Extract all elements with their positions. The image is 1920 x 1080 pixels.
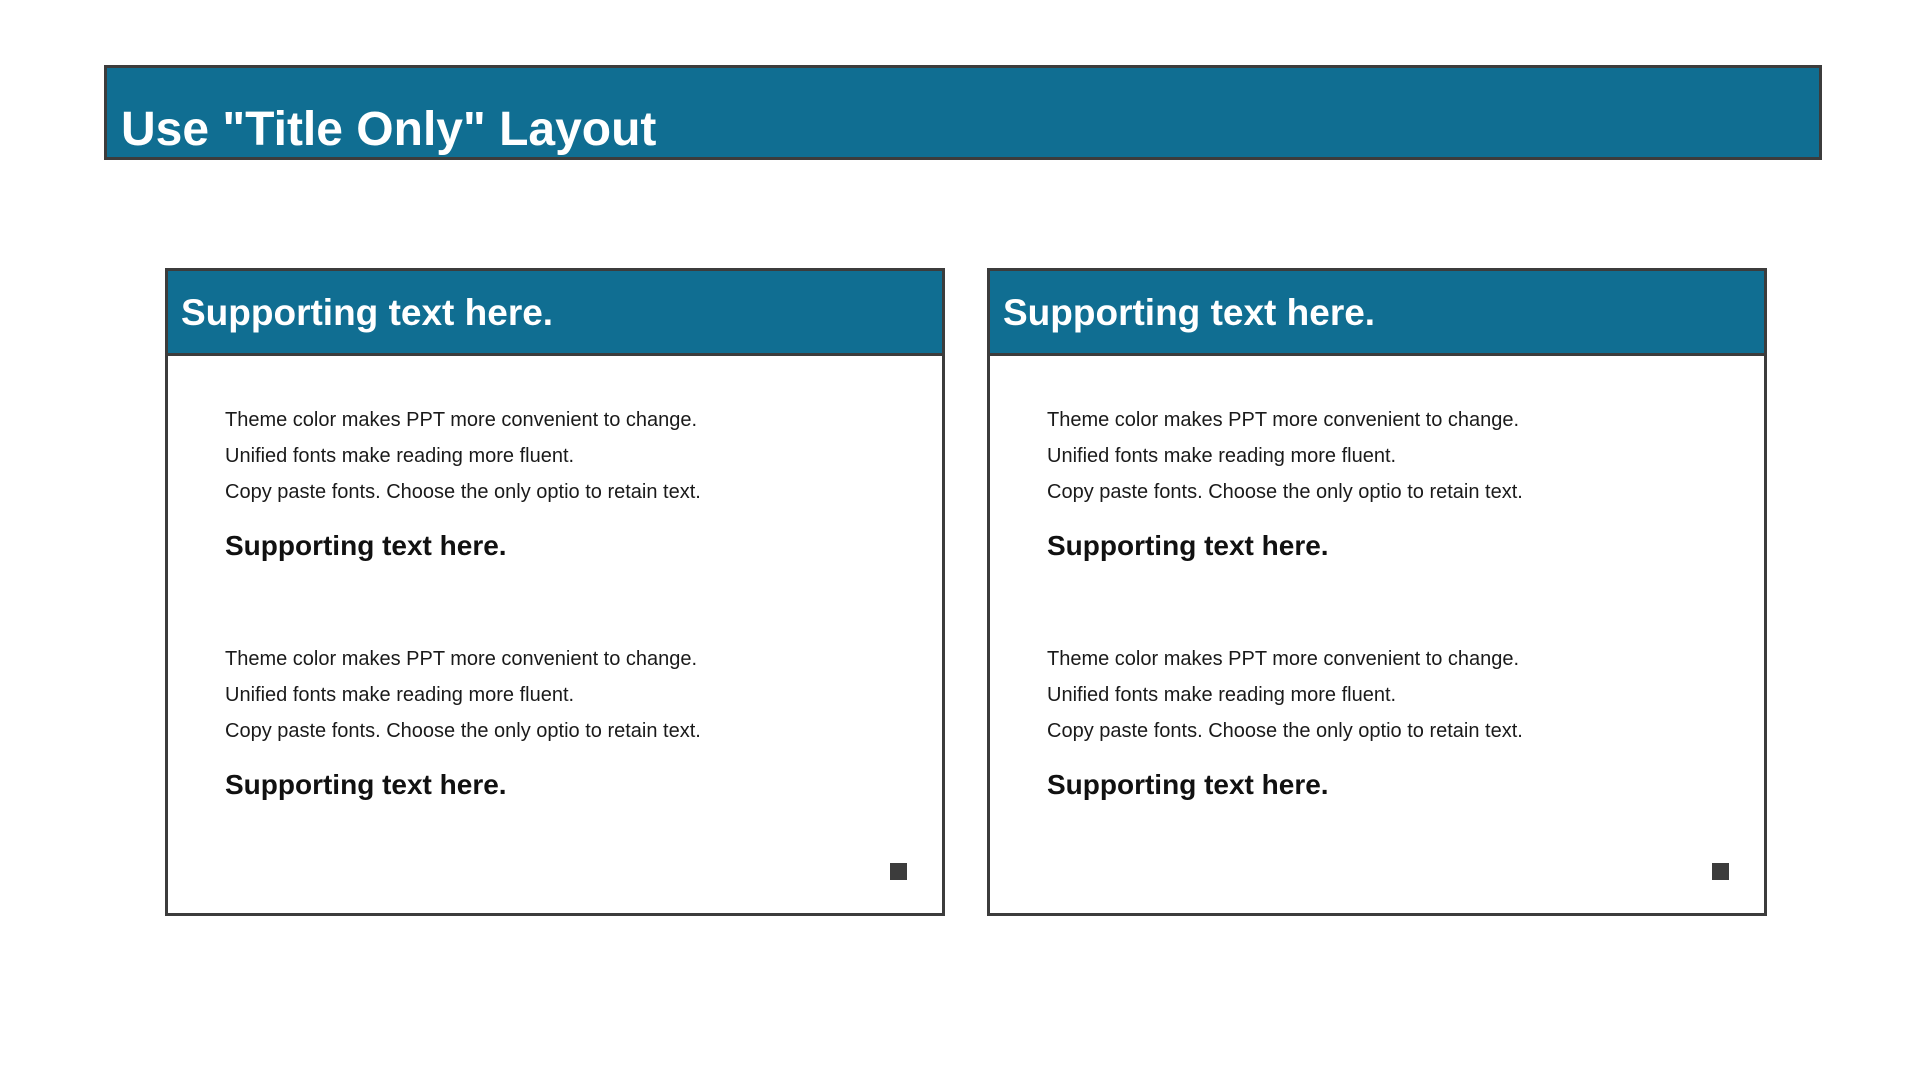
body-line[interactable]: Theme color makes PPT more convenient to change. xyxy=(225,648,698,670)
body-line[interactable]: Unified fonts make reading more fluent. xyxy=(1047,684,1397,706)
body-line[interactable]: Theme color makes PPT more convenient to change. xyxy=(1047,648,1520,670)
square-icon xyxy=(890,863,907,880)
content-card-left xyxy=(165,268,945,916)
text-block xyxy=(225,402,885,564)
body-line[interactable]: Copy paste fonts. Choose the only optio to retain text. xyxy=(225,481,701,503)
card-header-text[interactable]: Supporting text here. xyxy=(1003,292,1376,333)
card-header-text[interactable]: Supporting text here. xyxy=(181,292,554,333)
text-block xyxy=(225,641,885,803)
text-block xyxy=(1047,402,1707,564)
text-block xyxy=(1047,641,1707,803)
body-line[interactable]: Copy paste fonts. Choose the only optio to retain text. xyxy=(1047,720,1523,742)
body-line[interactable]: Theme color makes PPT more convenient to change. xyxy=(225,409,698,431)
content-card-right xyxy=(987,268,1767,916)
title-bar xyxy=(104,65,1822,160)
body-line[interactable]: Copy paste fonts. Choose the only optio to retain text. xyxy=(225,720,701,742)
square-icon xyxy=(1712,863,1729,880)
card-header xyxy=(168,271,942,356)
slide-title[interactable]: Use "Title Only" Layout xyxy=(121,103,657,156)
body-line[interactable]: Theme color makes PPT more convenient to change. xyxy=(1047,409,1520,431)
body-line[interactable]: Unified fonts make reading more fluent. xyxy=(225,445,575,467)
block-subhead[interactable]: Supporting text here. xyxy=(1047,769,1329,800)
body-line[interactable]: Copy paste fonts. Choose the only optio to retain text. xyxy=(1047,481,1523,503)
body-line[interactable]: Unified fonts make reading more fluent. xyxy=(1047,445,1397,467)
block-subhead[interactable]: Supporting text here. xyxy=(225,769,507,800)
body-line[interactable]: Unified fonts make reading more fluent. xyxy=(225,684,575,706)
block-subhead[interactable]: Supporting text here. xyxy=(225,530,507,561)
card-header xyxy=(990,271,1764,356)
block-subhead[interactable]: Supporting text here. xyxy=(1047,530,1329,561)
